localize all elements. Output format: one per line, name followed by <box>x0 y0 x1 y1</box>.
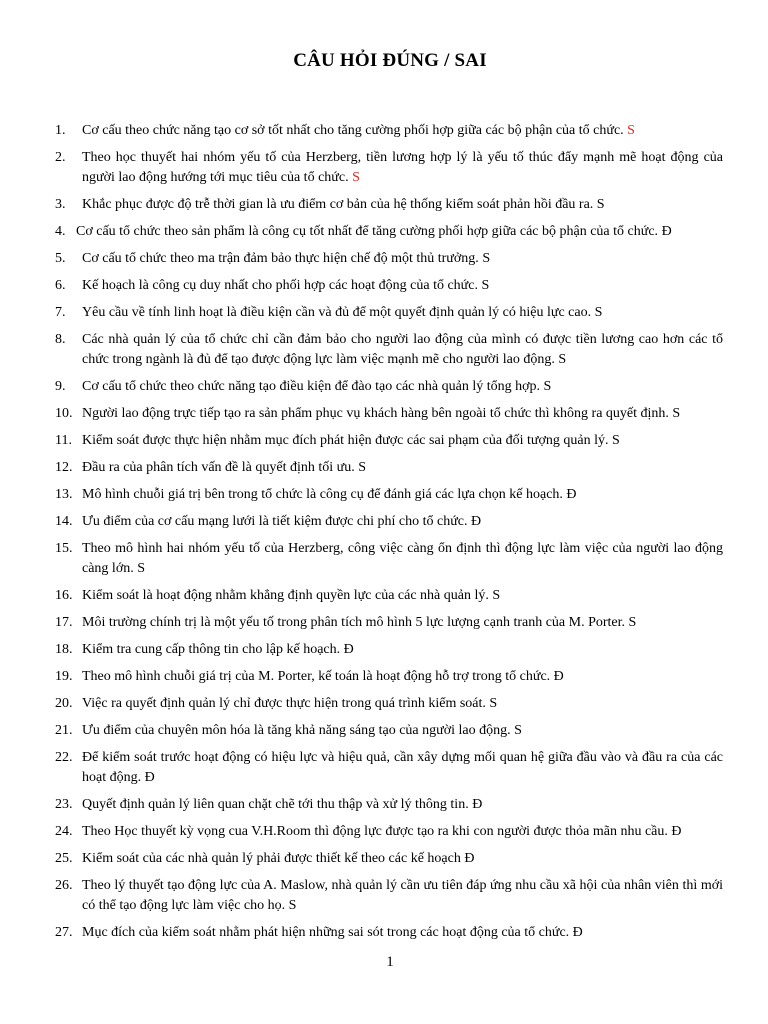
question-answer: Đ <box>471 514 482 529</box>
question-text: Mục đích của kiểm soát nhằm phát hiện những sai sót trong các hoạt động của tổ chức. <box>82 925 570 940</box>
question-number: 27. <box>55 925 73 940</box>
question-number: 8. <box>55 332 66 347</box>
question-item <box>0 431 768 451</box>
question-item <box>0 795 768 815</box>
question-number: 17. <box>55 615 73 630</box>
question-text: Việc ra quyết định quản lý chỉ được thực hiện trong quá trình kiểm soát. <box>82 696 486 711</box>
question-answer: S <box>594 305 603 320</box>
question-text: Ưu điểm của cơ cấu mạng lưới là tiết kiệm được chi phí cho tổ chức. <box>82 514 468 529</box>
question-text: Các nhà quản lý của tổ chức chỉ cần đảm bảo cho người lao động của mình có được tiền lương cao hơn các tổ chức trong ngành là đủ để tạo được động lực làm việc mạnh mẽ cho người lao động. <box>82 332 723 367</box>
question-item <box>0 694 768 714</box>
question-number: 16. <box>55 588 73 603</box>
page-title: CÂU HỎI ĐÚNG / SAI <box>293 50 487 71</box>
question-item <box>0 539 768 579</box>
question-item <box>0 485 768 505</box>
question-answer: S <box>611 433 620 448</box>
question-text: Người lao động trực tiếp tạo ra sản phẩm phục vụ khách hàng bên ngoài tổ chức thì không ra quyết định. <box>82 406 669 421</box>
question-item <box>0 303 768 323</box>
question-item <box>0 586 768 606</box>
question-answer: Đ <box>343 642 354 657</box>
question-number: 15. <box>55 541 73 556</box>
question-answer: S <box>489 696 498 711</box>
question-answer: Đ <box>553 669 564 684</box>
question-number: 3. <box>55 197 66 212</box>
question-answer: S <box>492 588 501 603</box>
question-item <box>0 222 768 242</box>
question-text: Kiểm soát của các nhà quản lý phải được thiết kế theo các kế hoạch <box>82 851 461 866</box>
question-text: Để kiểm soát trước hoạt động có hiệu lực và hiệu quả, cần xây dựng mối quan hệ giữa đầu vào và đầu ra của các hoạt động. <box>82 750 723 785</box>
question-item <box>0 458 768 478</box>
question-item <box>0 923 768 943</box>
question-text: Theo mô hình chuỗi giá trị của M. Porter, kế toán là hoạt động hỗ trợ trong tổ chức. <box>82 669 551 684</box>
question-text: Khắc phục được độ trễ thời gian là ưu điểm cơ bản của hệ thống kiểm soát phản hồi đầu ra. <box>82 197 594 212</box>
question-item <box>0 276 768 296</box>
question-text: Cơ cấu tổ chức theo sản phẩm là công cụ tốt nhất để tăng cường phối hợp giữa các bộ phận của tổ chức. <box>76 224 659 239</box>
question-answer: S <box>288 898 297 913</box>
question-text: Quyết định quản lý liên quan chặt chẽ tới thu thập và xử lý thông tin. <box>82 797 469 812</box>
page-number: 1 <box>386 954 394 970</box>
question-answer: Đ <box>566 487 577 502</box>
question-item <box>0 721 768 741</box>
question-item <box>0 512 768 532</box>
question-item <box>0 148 768 188</box>
question-text: Theo lý thuyết tạo động lực của A. Maslow, nhà quản lý cần ưu tiên đáp ứng nhu cầu xã hội của nhân viên thì mới có thể tạo động lực làm việc cho họ. <box>82 878 723 913</box>
question-number: 24. <box>55 824 73 839</box>
question-number: 25. <box>55 851 73 866</box>
question-answer: S <box>358 460 367 475</box>
question-number: 1. <box>55 123 66 138</box>
question-number: 10. <box>55 406 73 421</box>
question-number: 9. <box>55 379 66 394</box>
question-text: Kiểm tra cung cấp thông tin cho lập kế hoạch. <box>82 642 341 657</box>
question-answer: S <box>482 251 491 266</box>
question-number: 7. <box>55 305 66 320</box>
question-item <box>0 377 768 397</box>
question-text: Mô hình chuỗi giá trị bên trong tổ chức là công cụ để đánh giá các lựa chọn kế hoạch. <box>82 487 563 502</box>
question-answer: S <box>137 561 146 576</box>
question-number: 12. <box>55 460 73 475</box>
question-text: Kiểm soát là hoạt động nhằm khẳng định quyền lực của các nhà quản lý. <box>82 588 489 603</box>
question-answer: Đ <box>572 925 583 940</box>
question-text: Cơ cấu tổ chức theo chức năng tạo điều kiện để đào tạo các nhà quản lý tổng hợp. <box>82 379 541 394</box>
question-answer: Đ <box>144 770 155 785</box>
question-item <box>0 667 768 687</box>
question-answer: S <box>596 197 605 212</box>
question-answer: S <box>481 278 490 293</box>
question-number: 13. <box>55 487 73 502</box>
question-text: Đầu ra của phân tích vấn đề là quyết định tối ưu. <box>82 460 355 475</box>
question-text: Yêu cầu về tính linh hoạt là điều kiện cần và đủ để một quyết định quản lý có hiệu lực cao. <box>82 305 592 320</box>
question-number: 19. <box>55 669 73 684</box>
question-text: Cơ cấu tổ chức theo ma trận đảm bảo thực hiện chế độ một thủ trưởng. <box>82 251 479 266</box>
question-item <box>0 748 768 788</box>
question-answer: S <box>558 352 567 367</box>
question-text: Kế hoạch là công cụ duy nhất cho phối hợp các hoạt động của tổ chức. <box>82 278 478 293</box>
question-answer: S <box>627 123 635 138</box>
question-answer: S <box>628 615 637 630</box>
question-item <box>0 404 768 424</box>
question-item <box>0 330 768 370</box>
question-item <box>0 876 768 916</box>
question-answer: Đ <box>464 851 475 866</box>
question-number: 18. <box>55 642 73 657</box>
question-number: 26. <box>55 878 73 893</box>
question-text: Kiểm soát được thực hiện nhằm mục đích phát hiện được các sai phạm của đối tượng quản lý. <box>82 433 609 448</box>
question-number: 23. <box>55 797 73 812</box>
question-number: 14. <box>55 514 73 529</box>
question-text: Ưu điểm của chuyên môn hóa là tăng khả năng sáng tạo của người lao động. <box>82 723 511 738</box>
question-number: 21. <box>55 723 73 738</box>
question-answer: Đ <box>671 824 682 839</box>
question-answer: S <box>672 406 681 421</box>
question-number: 20. <box>55 696 73 711</box>
question-answer: S <box>514 723 522 738</box>
question-number: 5. <box>55 251 66 266</box>
question-answer: Đ <box>472 797 483 812</box>
question-item <box>0 613 768 633</box>
question-answer: S <box>352 170 360 185</box>
question-text: Theo Học thuyết kỳ vọng cua V.H.Room thì động lực được tạo ra khi con người được thỏa mãn nhu cầu. <box>82 824 668 839</box>
question-text: Theo mô hình hai nhóm yếu tố của Herzberg, công việc càng ổn định thì động lực làm việc của người lao động càng lớn. <box>82 541 723 576</box>
question-number: 2. <box>55 150 66 165</box>
question-item <box>0 640 768 660</box>
question-text: Cơ cấu theo chức năng tạo cơ sở tốt nhất cho tăng cường phối hợp giữa các bộ phận của tổ chức. <box>82 123 624 138</box>
question-number: 4. <box>55 224 66 239</box>
question-number: 11. <box>55 433 72 448</box>
question-number: 6. <box>55 278 66 293</box>
question-text: Môi trường chính trị là một yếu tố trong phân tích mô hình 5 lực lượng cạnh tranh của M. Porter. <box>82 615 626 630</box>
question-text: Theo học thuyết hai nhóm yếu tố của Herzberg, tiền lương hợp lý là yếu tố thúc đẩy mạnh mẽ hoạt động của người lao động hướng tới mục tiêu của tổ chức. <box>82 150 723 185</box>
question-item <box>0 249 768 269</box>
question-item <box>0 121 768 141</box>
question-number: 22. <box>55 750 73 765</box>
question-answer: Đ <box>661 224 672 239</box>
question-item <box>0 822 768 842</box>
question-list <box>0 121 768 950</box>
question-answer: S <box>543 379 552 394</box>
question-item <box>0 849 768 869</box>
question-item <box>0 195 768 215</box>
